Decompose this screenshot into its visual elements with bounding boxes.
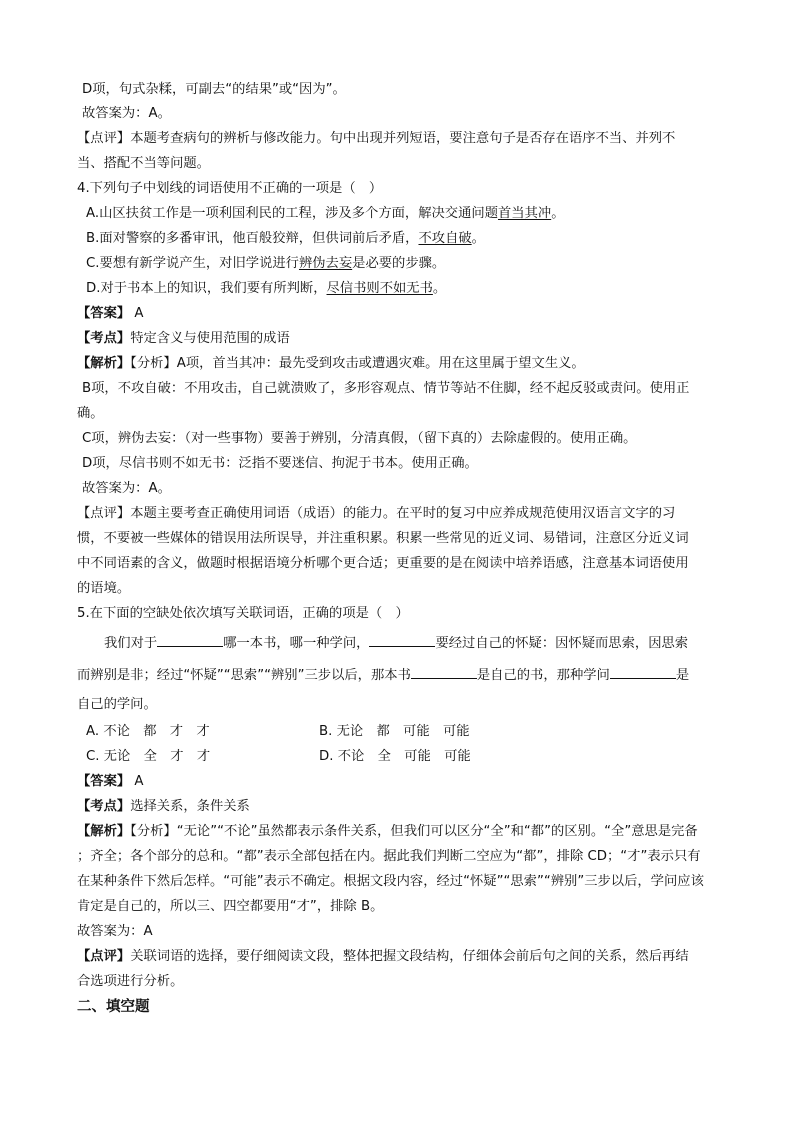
analysis-label: 【解析】 <box>77 824 131 839</box>
fill-blank <box>411 666 477 679</box>
q5-analysis-line4: 肯定是自己的，所以三、四空都要用“才”，排除 B。 <box>77 899 384 914</box>
q5-analysis-line3: 在某种条件下然后怎样。“可能”表示不确定。根据文段内容，经过“怀疑”“思索”“辨别”三步以后，学问应该 <box>77 874 704 889</box>
underlined-term: 尽信书则不如无书 <box>326 281 433 296</box>
q5-passage-line1: 我们对于 哪一本书，哪一种学问， 要经过自己的怀疑：因怀疑而思索，因思索 <box>104 636 689 651</box>
q5-passage-line2: 而辨别是非；经过“怀疑”“思索”“辨别”三步以后，那本书 是自己的书，那种学问 是 <box>77 668 690 683</box>
q4-final-answer: 故答案为：A。 <box>82 481 171 496</box>
fill-blank <box>369 634 435 647</box>
q4-answer: 【答案】 A <box>77 306 144 321</box>
q3-comment-line2: 当、搭配不当等问题。 <box>77 156 210 171</box>
q5-passage-line3: 自己的学问。 <box>77 697 157 712</box>
q5-analysis-line1: 【解析】【分析】“无论”“不论”虽然都表示条件关系，但我们可以区分“全”和“都”的区别。“全”意思是完备 <box>77 824 698 839</box>
answer-label: 【答案】 <box>77 774 131 789</box>
q4-analysis-d: D项，尽信书则不如无书：泛指不要迷信、拘泥于书本。使用正确。 <box>82 456 478 471</box>
underlined-term: 辨伪去妄 <box>298 256 353 271</box>
q4-analysis-c: C项，辨伪去妄：（对一些事物）要善于辨别，分清真假，（留下真的）去除虚假的。使用正确。 <box>82 431 637 446</box>
q5-answer: 【答案】 A <box>77 774 144 789</box>
q4-option-c: C.要想有新学说产生，对旧学说进行辨伪去妄是必要的步骤。 <box>86 256 446 271</box>
fill-blank <box>610 666 676 679</box>
q4-analysis-b1: B项，不攻自破：不用攻击，自己就溃败了，多形容观点、情节等站不住脚，经不起反驳或责问。使用正 <box>82 381 690 396</box>
section-heading: 二、填空题 <box>77 999 150 1015</box>
q4-comment-line2: 惯，不要被一些媒体的错误用法所误导，并注重积累。积累一些常见的近义词、易错词，注意区分近义词 <box>77 531 689 546</box>
knowledge-label: 【考点】 <box>77 331 131 346</box>
q4-analysis-b2: 确。 <box>77 406 104 421</box>
fill-blank <box>157 634 223 647</box>
comment-label: 【点评】 <box>77 949 131 964</box>
q3-comment-line1: 【点评】本题考查病句的辨析与修改能力。句中出现并列短语，要注意句子是否存在语序不当、并列不 <box>77 131 676 146</box>
comment-label: 【点评】 <box>77 131 131 146</box>
q5-option-d: D. 不论 全 可能 可能 <box>319 749 471 764</box>
analysis-label: 【解析】 <box>77 356 131 371</box>
q5-analysis-line2: ；齐全；各个部分的总和。“都”表示全部包括在内。据此我们判断二空应为“都”，排除 CD；“才”表示只有 <box>77 849 701 864</box>
q4-comment-line4: 的语境。 <box>77 581 131 596</box>
q5-comment-line1: 【点评】关联词语的选择，要仔细阅读文段，整体把握文段结构，仔细体会前后句之间的关系，然后再结 <box>77 949 689 964</box>
q4-knowledge-point: 【考点】特定含义与使用范围的成语 <box>77 331 290 346</box>
underlined-term: 首当其冲 <box>498 206 552 221</box>
q4-option-d: D.对于书本上的知识，我们要有所判断，尽信书则不如无书。 <box>86 281 447 296</box>
q4-stem: 4.下列句子中划线的词语使用不正确的一项是（ ） <box>77 181 383 196</box>
q4-analysis-line1: 【解析】【分析】A项，首当其冲：最先受到攻击或遭遇灾难。用在这里属于望文生义。 <box>77 356 585 371</box>
q5-comment-line2: 合选项进行分析。 <box>77 974 184 989</box>
underlined-term: 不攻自破 <box>418 231 472 246</box>
q4-option-b: B.面对警察的多番审讯，他百般狡辩，但供词前后矛盾，不攻自破。 <box>86 231 485 246</box>
answer-label: 【答案】 <box>77 306 131 321</box>
q3-option-d-analysis: D项，句式杂糅，可副去“的结果”或“因为”。 <box>82 82 346 97</box>
comment-label: 【点评】 <box>77 506 131 521</box>
q4-comment-line3: 中不同语素的含义，做题时根据语境分析哪个更合适；更重要的是在阅读中培养语感，注意基本词语使用 <box>77 556 689 571</box>
knowledge-label: 【考点】 <box>77 799 131 814</box>
q5-option-c: C. 无论 全 才 才 <box>86 749 211 764</box>
q5-final-answer: 故答案为：A <box>77 924 153 939</box>
q5-knowledge-point: 【考点】选择关系，条件关系 <box>77 799 250 814</box>
q5-stem: 5.在下面的空缺处依次填写关联词语，正确的项是（ ） <box>77 606 409 621</box>
q5-option-b: B. 无论 都 可能 可能 <box>319 724 470 739</box>
q3-answer: 故答案为：A。 <box>82 106 171 121</box>
q4-option-a: A.山区扶贫工作是一项利国利民的工程，涉及多个方面，解决交通问题首当其冲。 <box>86 206 565 221</box>
q5-option-a: A. 不论 都 才 才 <box>86 724 210 739</box>
q4-comment-line1: 【点评】本题主要考查正确使用词语（成语）的能力。在平时的复习中应养成规范使用汉语言文字的习 <box>77 506 676 521</box>
